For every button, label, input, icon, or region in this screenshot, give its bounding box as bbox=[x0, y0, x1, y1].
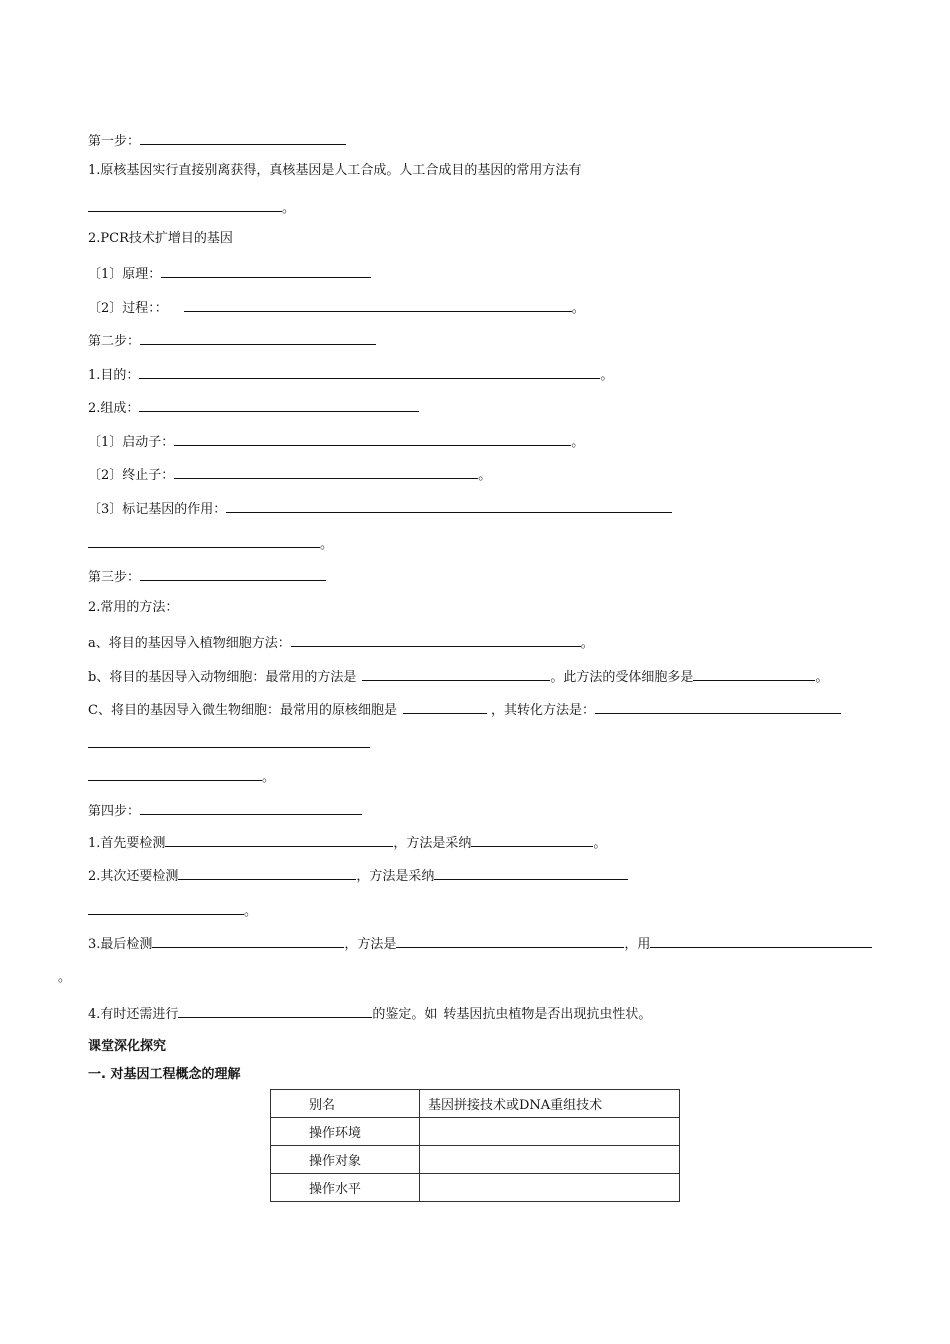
pcr-principle-line: 〔1〕原理： bbox=[88, 264, 371, 283]
pcr-process-line: 〔2〕过程：： 。 bbox=[88, 298, 585, 317]
step1-blank[interactable] bbox=[140, 131, 346, 145]
marker-gene-continuation: 。 bbox=[88, 534, 333, 553]
detect-first-blank[interactable] bbox=[165, 833, 393, 847]
microbe-method-line: C、将目的基因导入微生物细胞：最常用的原核细胞是 ，其转化方法是： bbox=[88, 700, 841, 719]
detect-second-continuation: 。 bbox=[88, 901, 257, 920]
identification-blank[interactable] bbox=[178, 1004, 372, 1018]
table-row-label: 操作对象 bbox=[271, 1146, 420, 1174]
detect-third-method-blank[interactable] bbox=[396, 934, 624, 948]
detect-third-period: 。 bbox=[58, 970, 72, 985]
step3-methods-title: 2.常用的方法： bbox=[88, 600, 179, 615]
detect-first-method-blank[interactable] bbox=[471, 833, 593, 847]
detect-second-method-blank-2[interactable] bbox=[88, 901, 244, 915]
table-row-label: 操作水平 bbox=[271, 1174, 420, 1202]
plant-method-blank[interactable] bbox=[291, 633, 581, 647]
transformation-blank[interactable] bbox=[595, 700, 841, 714]
detect-first-line: 1.首先要检测 ，方法是采纳 。 bbox=[88, 833, 606, 852]
animal-method-line: b、将目的基因导入动物细胞：最常用的方法是 。此方法的受体细胞多是 。 bbox=[88, 667, 828, 686]
animal-recipient-blank[interactable] bbox=[693, 667, 815, 681]
promoter-line: 〔1〕启动子： 。 bbox=[88, 432, 584, 451]
step1-item1-answer: 。 bbox=[88, 198, 295, 217]
table-row-label: 操作环境 bbox=[271, 1118, 420, 1146]
table-row bbox=[271, 1146, 680, 1174]
step1-line bbox=[88, 131, 346, 150]
composition-blank[interactable] bbox=[139, 398, 419, 412]
synthesis-method-blank[interactable] bbox=[88, 198, 282, 212]
detect-third-blank[interactable] bbox=[152, 934, 344, 948]
step2-blank[interactable] bbox=[140, 331, 376, 345]
gene-engineering-concept-table bbox=[270, 1089, 680, 1202]
step3-line: 第三步： bbox=[88, 567, 326, 586]
step2-composition-line: 2.组成： bbox=[88, 398, 419, 417]
pcr-process-blank[interactable] bbox=[184, 298, 572, 312]
step1-item1: 1.原核基因实行直接别离获得，真核基因是人工合成。人工合成目的基因的常用方法有 bbox=[88, 163, 582, 178]
plant-method-line: a、将目的基因导入植物细胞方法： 。 bbox=[88, 633, 594, 652]
detect-second-blank[interactable] bbox=[178, 866, 356, 880]
microbe-continuation-2: 。 bbox=[88, 767, 275, 786]
detect-second-line: 2.其次还要检测 ，方法是采纳 bbox=[88, 866, 628, 885]
detect-fourth-line: 4.有时还需进行 的鉴定。如 转基因抗虫植物是否出现抗虫性状。 bbox=[88, 1004, 651, 1023]
transformation-blank-2[interactable] bbox=[88, 734, 370, 748]
detect-third-line: 3.最后检测 ，方法是 ，用 bbox=[88, 934, 872, 953]
step1-label: 第一步： bbox=[88, 134, 141, 149]
animal-method-blank[interactable] bbox=[362, 667, 550, 681]
table-row bbox=[271, 1174, 680, 1202]
pcr-principle-blank[interactable] bbox=[161, 264, 371, 278]
marker-gene-line: 〔3〕标记基因的作用： bbox=[88, 499, 672, 518]
terminator-line: 〔2〕终止子： 。 bbox=[88, 465, 491, 484]
prokaryote-blank[interactable] bbox=[403, 700, 487, 714]
detect-third-tool-blank[interactable] bbox=[650, 934, 872, 948]
terminator-blank[interactable] bbox=[174, 465, 478, 479]
purpose-blank[interactable] bbox=[139, 365, 600, 379]
section-subtitle: 一. 对基因工程概念的理解 bbox=[88, 1067, 241, 1082]
table-row bbox=[271, 1090, 680, 1118]
step2-purpose-line: 1.目的： 。 bbox=[88, 365, 613, 384]
marker-gene-blank-2[interactable] bbox=[88, 534, 320, 548]
table-row-label: 别名 bbox=[271, 1090, 420, 1118]
table-row-value[interactable] bbox=[420, 1118, 680, 1146]
table-row-value[interactable] bbox=[420, 1146, 680, 1174]
detect-second-method-blank[interactable] bbox=[434, 866, 628, 880]
table-row-value[interactable] bbox=[420, 1174, 680, 1202]
microbe-continuation-1 bbox=[88, 734, 370, 753]
step3-blank[interactable] bbox=[140, 567, 326, 581]
transformation-blank-3[interactable] bbox=[88, 767, 262, 781]
step2-line: 第二步： bbox=[88, 331, 376, 350]
step4-line: 第四步： bbox=[88, 801, 362, 820]
marker-gene-blank[interactable] bbox=[226, 499, 672, 513]
promoter-blank[interactable] bbox=[174, 432, 571, 446]
step4-blank[interactable] bbox=[140, 801, 362, 815]
table-row bbox=[271, 1118, 680, 1146]
section-title: 课堂深化探究 bbox=[88, 1039, 167, 1054]
table-row-value: 基因拼接技术或DNA重组技术 bbox=[420, 1090, 680, 1118]
step1-item2-title: 2.PCR技术扩增目的基因 bbox=[88, 231, 233, 246]
